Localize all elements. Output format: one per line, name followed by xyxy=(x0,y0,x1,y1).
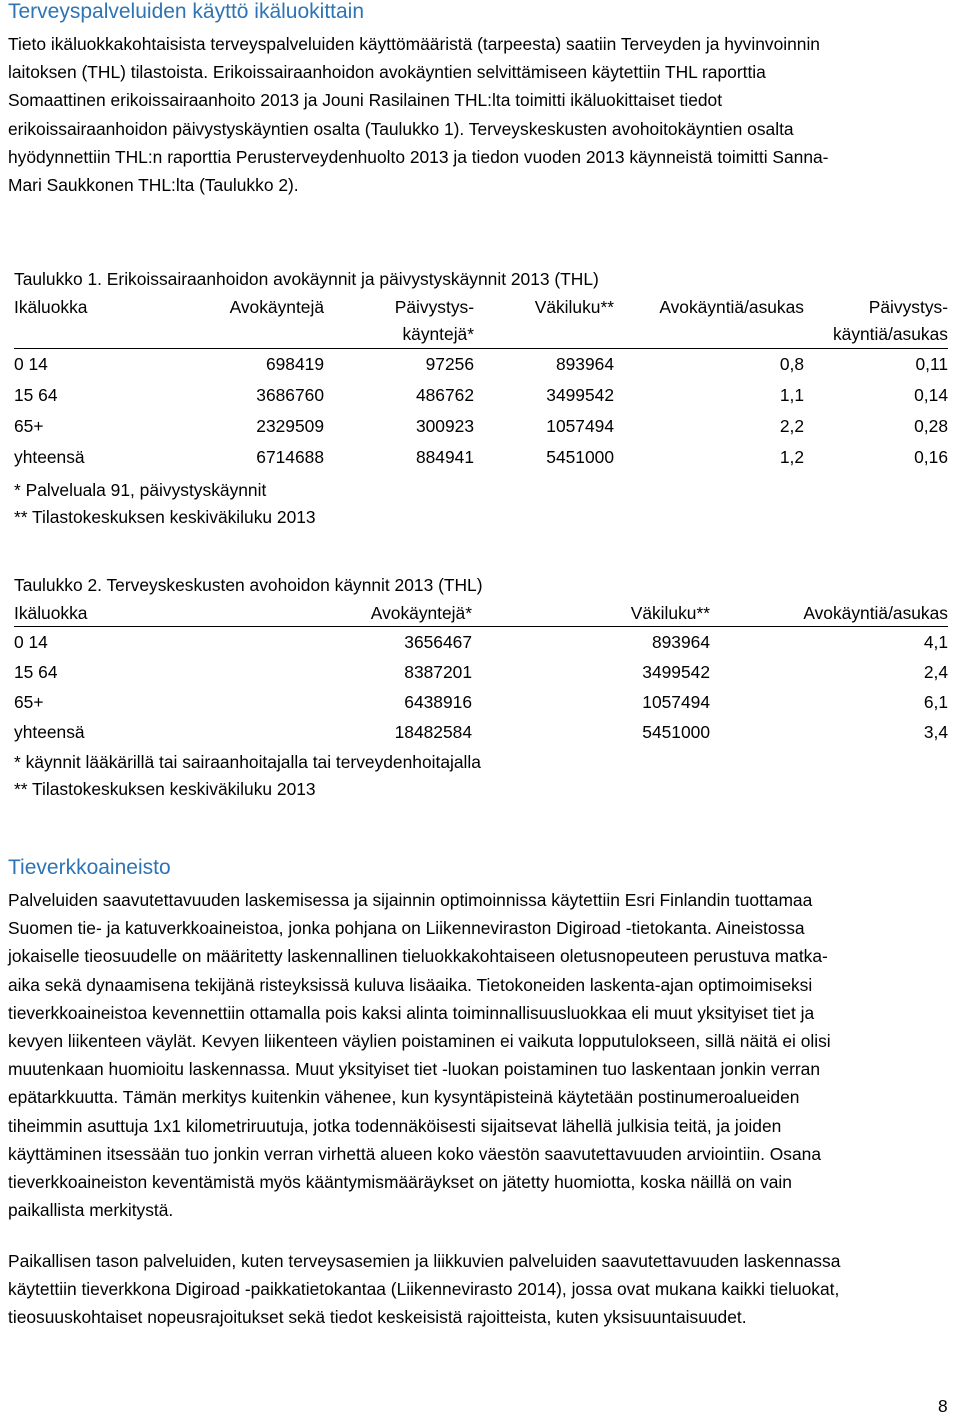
paragraph-line: epätarkkuutta. Tämän merkitys kuitenkin vähenee, kun kysyntäpisteinä käytetään postinumeroalueiden xyxy=(8,1087,800,1108)
intro-line: hyödynnettiin THL:n raporttia Perusterveydenhuolto 2013 ja tiedon vuoden 2013 käynneistä toimitti Sanna- xyxy=(8,146,829,167)
paragraph-line: käyttäminen itsessään tuo jonkin verran virhettä alueen koko väestön saavutettavuuden arviointiin. Osana xyxy=(8,1143,822,1164)
table-cell: 300923 xyxy=(415,416,474,436)
table-row xyxy=(14,411,948,442)
paragraph-line: tieverkkoaineiston keventämistä myös kääntymismääräykset on jätetty huomiotta, koska näillä on vain xyxy=(8,1172,792,1193)
table1-header: Väkiluku** xyxy=(474,294,614,349)
table-cell: 486762 xyxy=(415,385,474,405)
page-number: 8 xyxy=(938,1396,948,1416)
intro-line: erikoissairaanhoidon päivystyskäyntien osalta (Taulukko 1). Terveyskeskusten avohoitokäyntien osalta xyxy=(8,118,794,139)
table-note: ** Tilastokeskuksen keskiväkiluku 2013 xyxy=(14,507,316,527)
table1-header: Avokäyntiä/asukas xyxy=(614,294,804,349)
table1-caption: Taulukko 1. Erikoissairaanhoidon avokäynnit ja päivystyskäynnit 2013 (THL) xyxy=(14,269,599,289)
table-note: ** Tilastokeskuksen keskiväkiluku 2013 xyxy=(14,779,316,799)
table1-notes xyxy=(14,473,948,531)
paragraph-line: aika sekä dynaamisena tekijänä risteyksissä kuluva lisäaika. Tietokoneiden laskenta-ajan optimoimiseksi xyxy=(8,974,813,995)
table-cell: yhteensä xyxy=(14,447,85,467)
intro-line: Mari Saukkonen THL:lta (Taulukko 2). xyxy=(8,175,299,196)
table-cell: 884941 xyxy=(415,447,474,467)
paragraph-line: Suomen tie- ja katuverkkoaineistoa, jonka pohjana on Liikenneviraston Digiroad -tietokanta. Aineistossa xyxy=(8,918,805,939)
table-cell: 2,4 xyxy=(923,662,948,682)
table2-header: Avokäyntejä* xyxy=(234,600,472,627)
table-cell: 3499542 xyxy=(546,385,614,405)
table1-header: Avokäyntejä xyxy=(174,294,324,349)
table-cell: 15 64 xyxy=(14,385,58,405)
table-cell: 97256 xyxy=(425,354,474,374)
table-cell: 3,4 xyxy=(923,722,948,742)
intro-line: laitoksen (THL) tilastoista. Erikoissairaanhoidon avokäyntien selvittämiseen käytettiin THL raporttia xyxy=(8,62,766,83)
paragraph-line: jokaiselle tieosuudelle on määritetty laskennallinen tieluokkakohtaiseen oletusnopeuteen perustuva matka- xyxy=(8,946,828,967)
table-cell: 4,1 xyxy=(923,632,948,652)
table-cell: 698419 xyxy=(265,354,324,374)
table-cell: 2,2 xyxy=(779,416,804,436)
tieverkko-paragraph-2 xyxy=(8,1247,958,1332)
table-row xyxy=(14,442,948,473)
table-cell: 0,14 xyxy=(914,385,948,405)
paragraph-line: tieosuuskohtaiset nopeusrajoitukset sekä tiedot keskeisistä rajoitteista, kuten yksisuuntaisuudet. xyxy=(8,1307,747,1328)
table2-header: Ikäluokka xyxy=(14,600,234,627)
section-heading-tieverkkoaineisto: Tieverkkoaineisto xyxy=(8,856,171,879)
table-cell: 1057494 xyxy=(546,416,614,436)
table-cell: yhteensä xyxy=(14,722,85,742)
table2-header: Avokäyntiä/asukas xyxy=(710,600,948,627)
table1-header: Päivystys- käyntejä* xyxy=(324,294,474,349)
table-row xyxy=(14,657,948,687)
table-cell: 2329509 xyxy=(256,416,324,436)
table-cell: 893964 xyxy=(651,632,710,652)
table-cell: 3656467 xyxy=(404,632,472,652)
table2-caption: Taulukko 2. Terveyskeskusten avohoidon käynnit 2013 (THL) xyxy=(14,575,483,595)
paragraph-line: tieverkkoaineistoa kevennettiin ottamalla pois kaksi alinta toiminnallisuusluokkaa eli muut yksityiset tiet ja xyxy=(8,1002,815,1023)
paragraph-line: tiheimmin asuttuja 1x1 kilometriruutuja, jotka todennäköisesti sijaitsevat lähellä julkisia teitä, ja joiden xyxy=(8,1115,782,1136)
table-cell: 15 64 xyxy=(14,662,58,682)
table-cell: 5451000 xyxy=(546,447,614,467)
table-cell: 0 14 xyxy=(14,354,48,374)
table1 xyxy=(14,294,948,531)
paragraph-line: paikallista merkitystä. xyxy=(8,1200,174,1221)
table-cell: 1057494 xyxy=(642,692,710,712)
table-note-row xyxy=(14,473,948,531)
table-row xyxy=(14,717,948,747)
table-cell: 0,28 xyxy=(914,416,948,436)
table-cell: 0,8 xyxy=(779,354,804,374)
table-cell: 5451000 xyxy=(642,722,710,742)
table-cell: 0 14 xyxy=(14,632,48,652)
section-heading-terveyspalvelut: Terveyspalveluiden käyttö ikäluokittain xyxy=(8,0,365,23)
paragraph-line: käytettiin tieverkkona Digiroad -paikkatietokantaa (Liikennevirasto 2014), jossa ovat mukana kaikki tieluokat, xyxy=(8,1279,840,1300)
table-row xyxy=(14,627,948,658)
paragraph-line: Paikallisen tason palveluiden, kuten terveysasemien ja liikkuvien palveluiden saavutettavuuden laskennassa xyxy=(8,1251,841,1271)
table-cell: 0,16 xyxy=(914,447,948,467)
table2-header: Väkiluku** xyxy=(472,600,710,627)
table-cell: 3686760 xyxy=(256,385,324,405)
intro-paragraph xyxy=(8,30,958,199)
table-cell: 65+ xyxy=(14,692,44,712)
table-cell: 6438916 xyxy=(404,692,472,712)
tieverkko-paragraph-1 xyxy=(8,886,958,1224)
table-cell: 0,11 xyxy=(915,354,948,374)
table-row xyxy=(14,349,948,381)
table-note-row xyxy=(14,747,948,803)
table-row xyxy=(14,687,948,717)
table-cell: 8387201 xyxy=(404,662,472,682)
intro-line: Somaattinen erikoissairaanhoito 2013 ja Jouni Rasilainen THL:lta toimitti ikäluokittaiset tiedot xyxy=(8,90,723,111)
table-cell: 6714688 xyxy=(256,447,324,467)
table-cell: 1,2 xyxy=(779,447,804,467)
paragraph-line: muutenkaan huomioitu laskennassa. Muut yksityiset tiet -luokan poistaminen tuo laskentaan jonkin verran xyxy=(8,1059,821,1080)
intro-line: Tieto ikäluokkakohtaisista terveyspalveluiden käyttömääristä (tarpeesta) saatiin Terveyden ja hyvinvoinnin xyxy=(8,34,820,54)
table1-header: Ikäluokka xyxy=(14,294,174,349)
table-cell: 1,1 xyxy=(779,385,804,405)
table2 xyxy=(14,600,948,803)
table-cell: 18482584 xyxy=(394,722,472,742)
table-note: * Palveluala 91, päivystyskäynnit xyxy=(14,480,267,500)
table-cell: 65+ xyxy=(14,416,44,436)
paragraph-line: Palveluiden saavutettavuuden laskemisessa ja sijainnin optimoinnissa käytettiin Esri Finlandin tuottamaa xyxy=(8,890,813,910)
table-cell: 3499542 xyxy=(642,662,710,682)
table-note: * käynnit lääkärillä tai sairaanhoitajalla tai terveydenhoitajalla xyxy=(14,752,481,772)
paragraph-line: kevyen liikenteen väylät. Kevyen liikenteen väylien poistaminen ei vaikuta lopputulokseen, sillä näitä ei olisi xyxy=(8,1031,831,1052)
table1-header: Päivystys- käyntiä/asukas xyxy=(804,294,948,349)
table-cell: 893964 xyxy=(555,354,614,374)
table2-notes xyxy=(14,747,948,803)
table-row xyxy=(14,380,948,411)
table-cell: 6,1 xyxy=(923,692,948,712)
